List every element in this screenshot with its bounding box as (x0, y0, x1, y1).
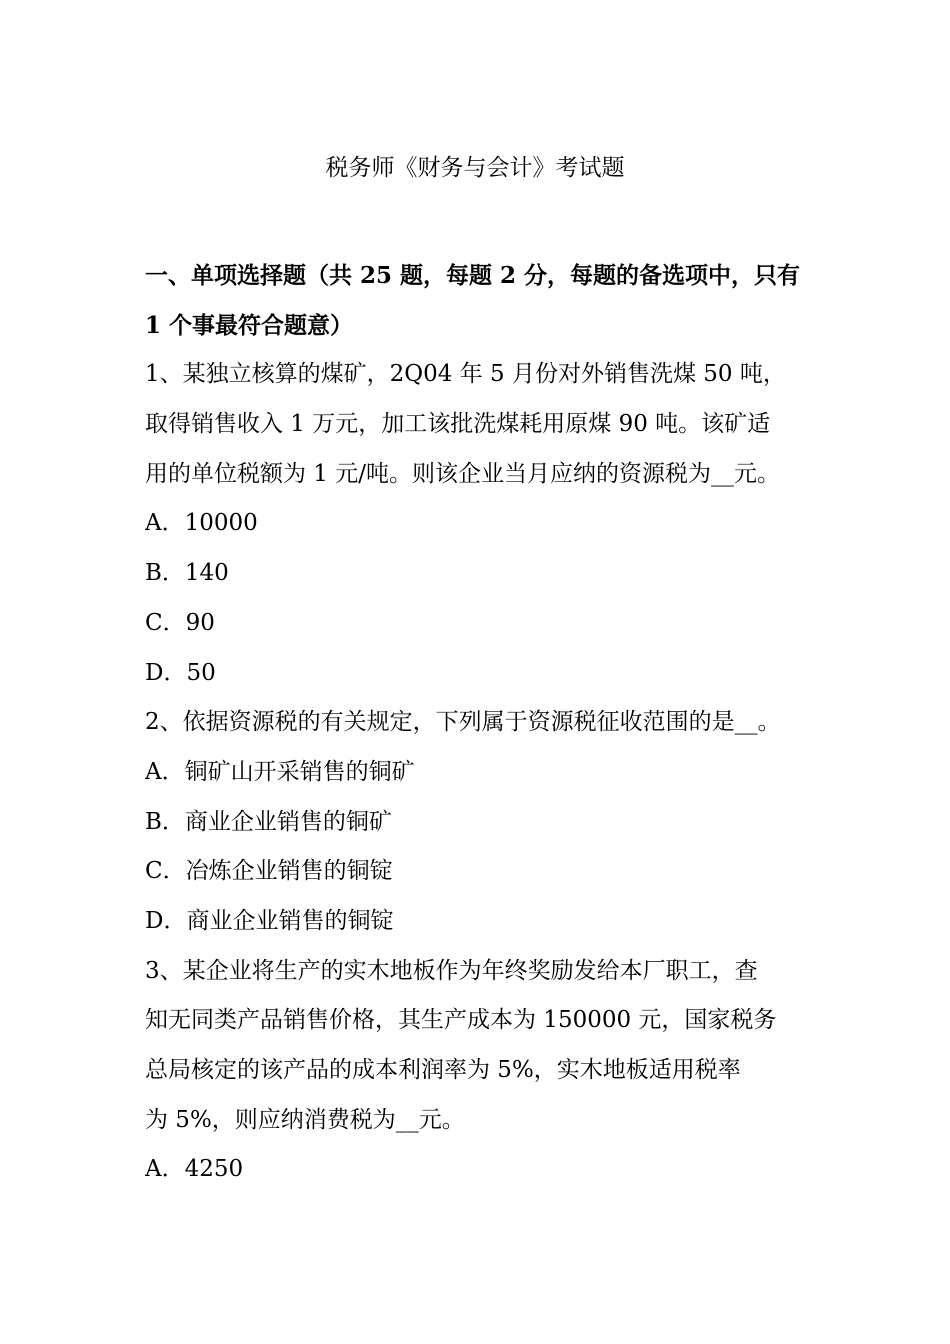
question-2-option-b: B．商业企业销售的铜矿 (145, 808, 392, 835)
question-1-option-b: B．140 (145, 560, 229, 587)
question-3-stem-line-1: 3、某企业将生产的实木地板作为年终奖励发给本厂职工，查 (145, 957, 758, 984)
question-2-stem-line-1: 2、依据资源税的有关规定，下列属于资源税征收范围的是__。 (145, 709, 781, 736)
question-1 (145, 350, 810, 698)
document-title: 税务师《财务与会计》考试题 (325, 155, 625, 181)
question-1-option-c: C．90 (145, 609, 215, 636)
question-1-option-d: D．50 (145, 659, 216, 686)
question-2 (145, 698, 810, 946)
question-2-option-a: A．铜矿山开采销售的铜矿 (145, 758, 415, 785)
question-3-stem-line-3: 总局核定的该产品的成本利润率为 5%，实木地板适用税率 (145, 1057, 741, 1083)
question-3-option-a: A．4250 (145, 1156, 244, 1183)
section-heading-line-2: 1 个事最符合题意） (145, 311, 354, 339)
question-3-stem-line-2: 知无同类产品销售价格，其生产成本为 150000 元，国家税务 (145, 1007, 777, 1034)
question-2-option-c: C．冶炼企业销售的铜锭 (145, 858, 393, 885)
question-1-stem-line-2: 取得销售收入 1 万元，加工该批洗煤耗用原煤 90 吨。该矿适 (145, 411, 771, 438)
question-2-option-d: D．商业企业销售的铜锭 (145, 907, 394, 934)
question-1-option-a: A．10000 (145, 510, 258, 537)
document-body (145, 251, 810, 1195)
section-heading-line-1: 一、单项选择题（共 25 题，每题 2 分，每题的备选项中，只有 (145, 262, 801, 289)
question-3 (145, 947, 810, 1195)
question-3-stem-line-4: 为 5%，则应纳消费税为__元。 (145, 1106, 465, 1133)
question-1-stem-line-3: 用的单位税额为 1 元/吨。则该企业当月应纳的资源税为__元。 (145, 460, 781, 487)
question-1-stem-line-1: 1、某独立核算的煤矿，2Q04 年 5 月份对外销售洗煤 50 吨， (145, 361, 786, 388)
